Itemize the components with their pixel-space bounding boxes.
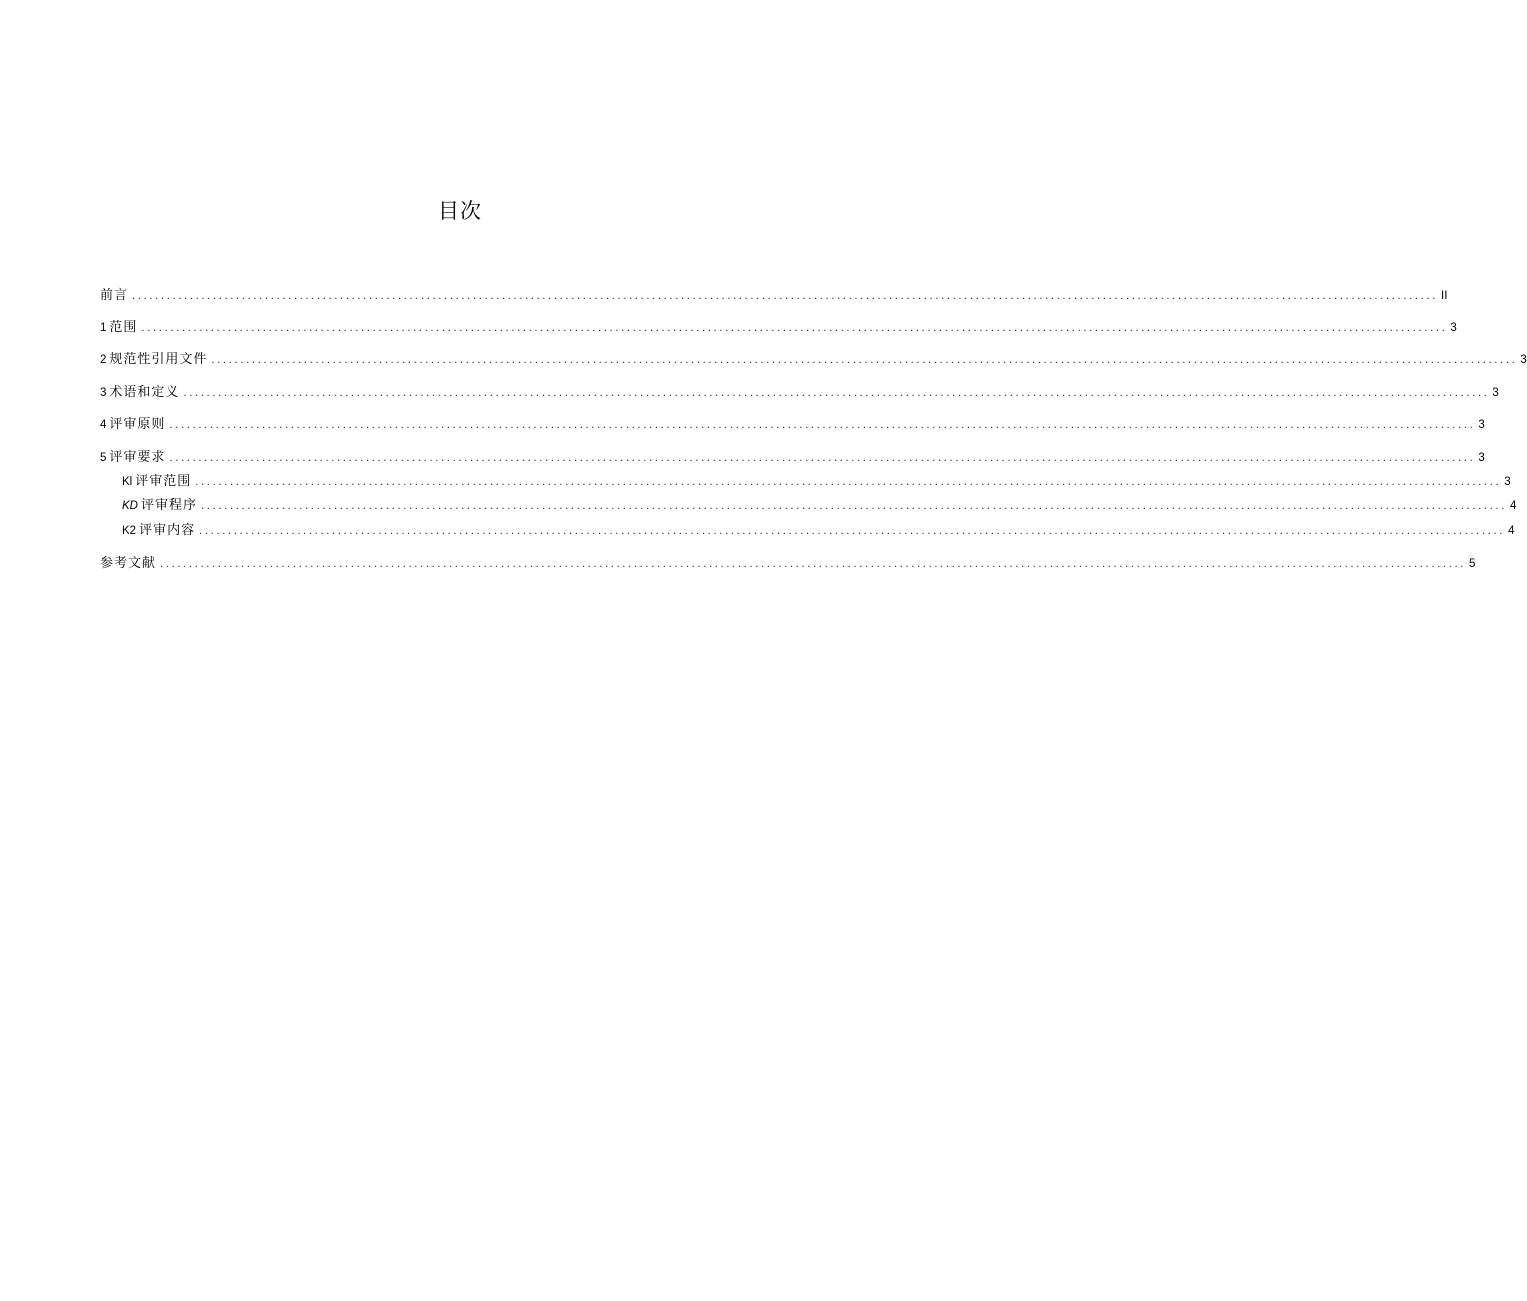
toc-entry-label: 术语和定义 [109, 385, 180, 400]
toc-entry-label: 规范性引用文件 [109, 352, 208, 367]
toc-entry-label: 评审要求 [109, 450, 166, 465]
toc-page-number: 3 [1492, 387, 1499, 399]
toc-leader-dots: .................................................................................................................................................................................................................................. [183, 388, 1490, 399]
toc-page-number: 3 [1504, 476, 1511, 488]
toc-entry-label: 前言 [100, 288, 129, 303]
toc-entry-review-content[interactable] [122, 522, 1515, 541]
toc-leader-dots: .................................................................................................................................................................................................................................. [132, 291, 1439, 302]
toc-page-number: 3 [1520, 354, 1527, 366]
toc-leader-dots: .................................................................................................................................................................................................................................. [169, 453, 1476, 464]
toc-leader-dots: .................................................................................................................................................................................................................................. [195, 477, 1502, 488]
toc-leader-dots: .................................................................................................................................................................................................................................. [201, 501, 1507, 512]
toc-entry-number: Kl [122, 476, 133, 488]
toc-entry-terms-definitions[interactable] [100, 384, 1499, 403]
toc-entry-label: 评审原则 [109, 417, 166, 432]
toc-leader-dots: .................................................................................................................................................................................................................................. [141, 323, 1448, 334]
toc-entry-review-principles[interactable] [100, 416, 1485, 435]
toc-entry-review-scope[interactable] [122, 473, 1511, 492]
toc-page-number: 4 [1508, 525, 1515, 537]
toc-page-number: 5 [1469, 558, 1476, 570]
toc-entry-number: 4 [100, 419, 107, 431]
toc-entry-label: 评审范围 [135, 474, 192, 489]
toc-leader-dots: .................................................................................................................................................................................................................................. [169, 420, 1476, 431]
toc-entry-label: 评审内容 [139, 523, 196, 538]
toc-page-number: 3 [1450, 322, 1457, 334]
toc-entry-number: 3 [100, 387, 107, 399]
toc-entry-label: 参考文献 [100, 556, 157, 571]
toc-entry-number: KD [122, 500, 138, 512]
toc-entry-number: 2 [100, 354, 107, 366]
toc-leader-dots: .................................................................................................................................................................................................................................. [199, 526, 1506, 537]
toc-entry-bibliography[interactable] [100, 555, 1476, 574]
toc-entry-foreword[interactable] [100, 287, 1448, 306]
toc-entry-number: K2 [122, 525, 137, 537]
toc-entry-label: 评审程序 [140, 498, 197, 513]
toc-page-number: 3 [1478, 452, 1485, 464]
toc-entry-review-procedure[interactable] [122, 497, 1517, 516]
toc-page-number: 4 [1510, 500, 1517, 512]
toc-leader-dots: .................................................................................................................................................................................................................................. [160, 559, 1467, 570]
toc-page-number: 3 [1478, 419, 1485, 431]
toc-entry-review-requirements[interactable] [100, 449, 1485, 468]
toc-entry-label: 范围 [109, 320, 138, 335]
toc-page-number: II [1441, 290, 1448, 302]
toc-entry-scope[interactable] [100, 319, 1457, 338]
toc-entry-number: 1 [100, 322, 107, 334]
toc-entry-normative-references[interactable] [100, 351, 1527, 370]
page-title: 目次 [438, 199, 482, 223]
toc-leader-dots: .................................................................................................................................................................................................................................. [211, 355, 1518, 366]
toc-entry-number: 5 [100, 452, 107, 464]
